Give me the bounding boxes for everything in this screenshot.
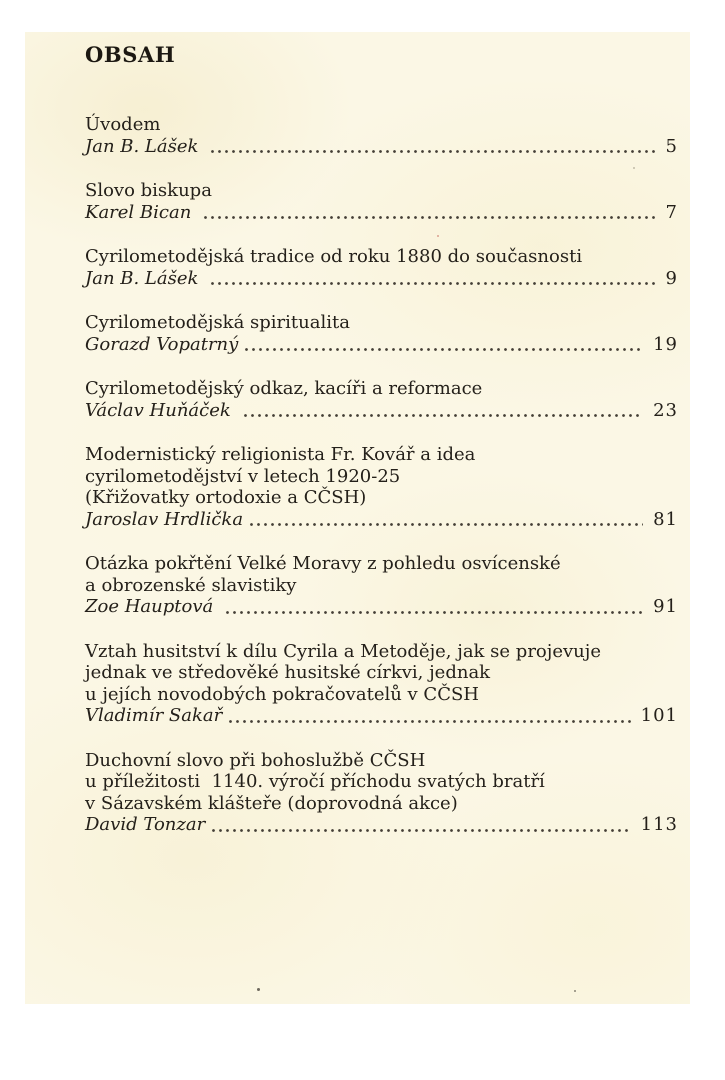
- entry-author-row: [85, 136, 678, 158]
- entry-title-line: a obrozenské slavistiky: [85, 574, 297, 596]
- entry-title-line: Vztah husitství k dílu Cyrila a Metoděje, jak se projevuje: [85, 640, 601, 662]
- entry-author-row: [85, 400, 678, 422]
- entry-title-line: Modernistický religionista Fr. Kovář a idea: [85, 444, 476, 465]
- entry-author-row: [85, 705, 678, 727]
- entry-author-row: [85, 202, 678, 224]
- toc-entry: [85, 312, 678, 355]
- entry-page-number: 101: [640, 705, 678, 726]
- entry-author: Jan B. Lášek: [85, 135, 205, 157]
- entry-title-line: Slovo biskupa: [85, 180, 212, 201]
- dot-leader: [202, 215, 656, 220]
- entry-page-number: 113: [640, 814, 678, 835]
- entry-author-row: [85, 814, 678, 836]
- entry-title-line: Cyrilometodějská spiritualita: [85, 312, 350, 333]
- entry-title-line: Duchovní slovo při bohoslužbě CČSH: [85, 749, 426, 771]
- entry-author: Václav Huňáček: [85, 399, 237, 421]
- dot-leader: [224, 610, 643, 615]
- entry-page-number: 91: [653, 596, 678, 617]
- entry-author-row: [85, 509, 678, 531]
- entry-title-line: Otázka pokřtění Velké Moravy z pohledu osvícenské: [85, 553, 561, 574]
- entry-author: Jan B. Lášek: [85, 267, 205, 289]
- toc-entry: [85, 750, 678, 836]
- entry-title-line: Cyrilometodějská tradice od roku 1880 do současnosti: [85, 246, 583, 267]
- entry-author: Vladimír Sakař: [85, 705, 223, 726]
- dot-leader: [210, 828, 630, 833]
- entry-author: Jaroslav Hrdlička: [85, 508, 244, 530]
- entry-page-number: 9: [665, 267, 678, 289]
- entry-author: Karel Bican: [85, 201, 198, 223]
- toc-entry: [85, 246, 678, 289]
- entry-page-number: 7: [665, 201, 678, 223]
- entry-author: Gorazd Vopatrný: [85, 333, 239, 355]
- dust-speck: [633, 167, 635, 169]
- entry-title-line: u příležitosti 1140. výročí příchodu svatých bratří: [85, 771, 545, 792]
- entry-author-row: [85, 268, 678, 290]
- book-page: [25, 32, 690, 1004]
- dot-leader: [248, 522, 643, 527]
- entry-author-row: [85, 596, 678, 618]
- dot-leader: [209, 149, 655, 154]
- dot-leader: [227, 719, 630, 724]
- entry-title-line: cyrilometodějství v letech 1920-25: [85, 465, 401, 487]
- entry-page-number: 23: [653, 399, 678, 421]
- toc-list: [85, 114, 678, 836]
- dust-speck: [574, 990, 576, 992]
- dust-speck: [437, 235, 439, 237]
- entry-page-number: 5: [665, 135, 678, 157]
- toc-entry: [85, 553, 678, 618]
- dot-leader: [209, 281, 655, 286]
- entry-page-number: 81: [653, 508, 678, 530]
- entry-title-line: v Sázavském klášteře (doprovodná akce): [85, 792, 458, 814]
- toc-entry: [85, 444, 678, 530]
- entry-author: David Tonzar: [85, 814, 206, 835]
- entry-author-row: [85, 334, 678, 356]
- toc-entry: [85, 378, 678, 421]
- toc-entry: [85, 180, 678, 223]
- entry-title-line: u jejích novodobých pokračovatelů v CČSH: [85, 683, 480, 705]
- page-title: OBSAH: [85, 42, 176, 67]
- dot-leader: [243, 347, 643, 352]
- toc-entry: [85, 114, 678, 157]
- dot-leader: [242, 413, 644, 418]
- entry-author: Zoe Hauptová: [85, 596, 219, 617]
- entry-title-line: Úvodem: [85, 114, 161, 135]
- toc-content: [25, 32, 690, 836]
- entry-title-line: Cyrilometodějský odkaz, kacíři a reformace: [85, 378, 483, 399]
- entry-title-line: (Křižovatky ortodoxie a CČSH): [85, 487, 367, 508]
- toc-entry: [85, 641, 678, 727]
- entry-page-number: 19: [653, 333, 678, 355]
- dust-speck: [257, 988, 260, 991]
- entry-title-line: jednak ve středověké husitské církvi, jednak: [85, 662, 491, 683]
